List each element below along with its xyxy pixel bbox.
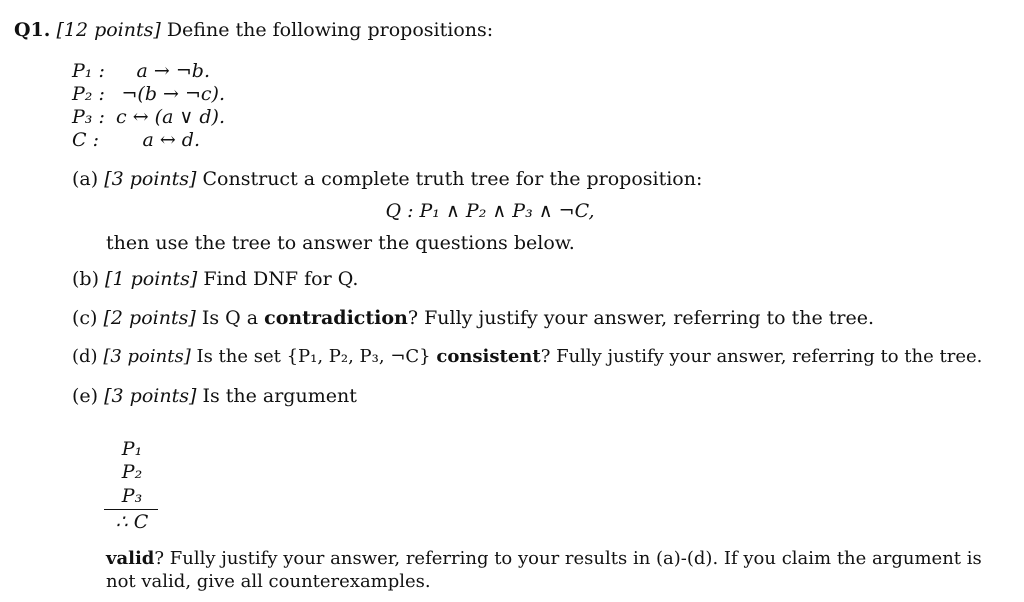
part-e-points: [3 points] (104, 385, 197, 407)
question-header (14, 19, 493, 41)
part-b (72, 268, 358, 290)
part-a-text: Construct a complete truth tree for the proposition: (202, 168, 703, 190)
part-d-post: ? Fully justify your answer, referring to the tree. (540, 346, 983, 367)
part-d-points: [3 points] (103, 346, 191, 367)
part-e-line1-text: ? Fully justify your answer, referring to your results in (a)-(d). If you claim the argument is (154, 548, 982, 569)
part-b-text: Find DNF for Q. (203, 268, 359, 290)
part-b-points: [1 points] (105, 268, 198, 290)
part-e-text: Is the argument (202, 385, 357, 407)
argument-rule (104, 509, 158, 510)
conclusion: ∴ C (115, 511, 149, 533)
premise-p1: P₁ (121, 438, 143, 460)
part-c-pre: Is Q a (201, 307, 259, 329)
prop-formula-p3: c ↔ (a ∨ d). (116, 106, 225, 128)
part-e-bold: valid (106, 548, 155, 569)
prop-name-p1: P₁ : (72, 60, 105, 82)
prop-name-p2: P₂ : (72, 83, 105, 105)
question-text: Define the following propositions: (166, 19, 494, 41)
part-a (72, 168, 702, 190)
prop-formula-p2: ¬(b → ¬c). (121, 83, 225, 105)
part-b-label: (b) (72, 268, 99, 290)
prop-formula-p1: a → ¬b. (136, 60, 210, 82)
part-e-label: (e) (72, 385, 99, 407)
premise-p2: P₂ (121, 461, 143, 483)
part-e (72, 385, 357, 407)
part-d-bold: consistent (436, 346, 541, 367)
premise-p3: P₃ (121, 485, 143, 507)
part-c-bold: contradiction (264, 307, 408, 329)
question-points: [12 points] (56, 19, 161, 41)
part-a-label: (a) (72, 168, 99, 190)
prop-name-c: C : (72, 129, 99, 151)
part-e-line2: not valid, give all counterexamples. (106, 571, 431, 592)
part-a-followup: then use the tree to answer the questions below. (106, 232, 575, 254)
part-d (72, 346, 982, 368)
part-d-pre: Is the set {P₁, P₂, P₃, ¬C} (196, 346, 431, 367)
part-c-points: [2 points] (103, 307, 196, 329)
part-d-label: (d) (72, 346, 98, 367)
prop-formula-c: a ↔ d. (142, 129, 200, 151)
part-a-formula: Q : P₁ ∧ P₂ ∧ P₃ ∧ ¬C, (385, 200, 595, 222)
part-a-points: [3 points] (104, 168, 197, 190)
part-e-line1 (106, 548, 982, 570)
question-label: Q1. (14, 19, 51, 41)
part-c-label: (c) (72, 307, 98, 329)
part-c-post: ? Fully justify your answer, referring to the tree. (407, 307, 875, 329)
prop-name-p3: P₃ : (72, 106, 105, 128)
part-c (72, 307, 874, 329)
